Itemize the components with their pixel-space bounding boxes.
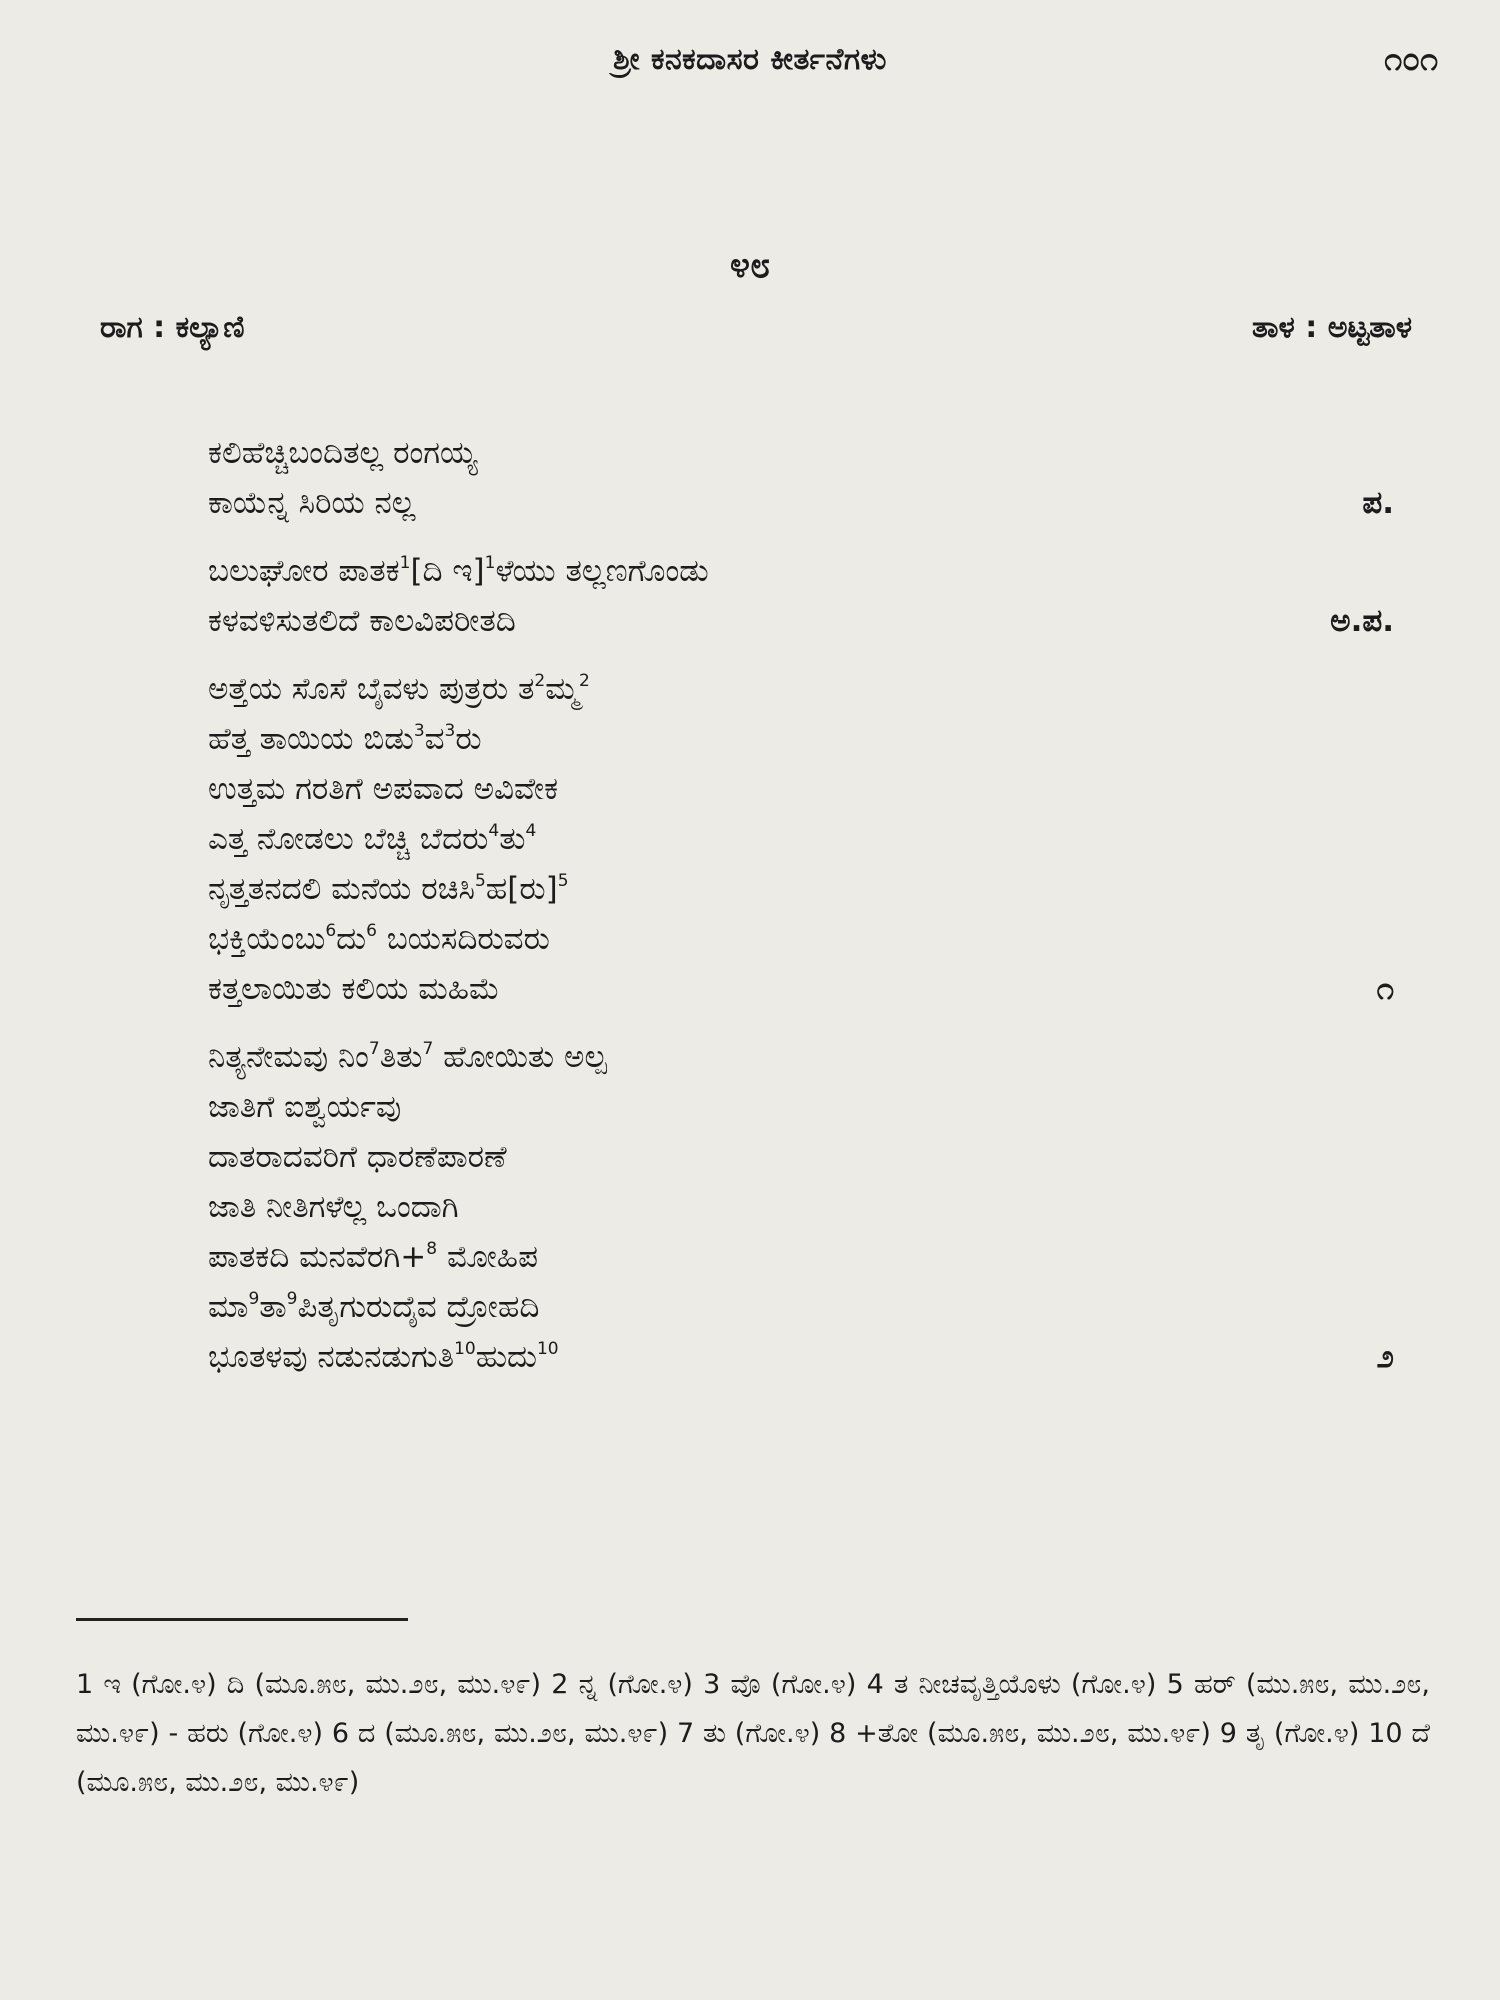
- song-number: ೪೮: [729, 245, 771, 286]
- verse-line: ಕತ್ತಲಾಯಿತು ಕಲಿಯ ಮಹಿಮೆ ೧: [208, 964, 1438, 1014]
- footnote-divider: [76, 1618, 408, 1621]
- stanza-marker: ೧: [1376, 971, 1394, 1007]
- running-title: ಶ್ರೀ ಕನಕದಾಸರ ಕೀರ್ತನೆಗಳು: [613, 42, 887, 77]
- stanza-marker: ಅ.ಪ.: [1330, 603, 1394, 639]
- stanza: [208, 664, 1438, 1014]
- verse-line: ಉತ್ತಮ ಗರತಿಗೆ ಅಪವಾದ ಅವಿವೇಕ: [208, 771, 559, 807]
- stanza: [208, 1032, 1438, 1382]
- verse-line: ಬಲುಘೋರ ಪಾತಕ$^1$[ದಿ ಇ]$^1$ಳೆಯು ತಲ್ಲಣಗೊಂಡು: [208, 553, 709, 589]
- verse-line: ಎತ್ತ ನೋಡಲು ಬೆಚ್ಚಿ ಬೆದರು$^4$ತು$^4$: [208, 821, 537, 857]
- verse-block: [208, 428, 1438, 1400]
- verse-line: ಮಾ$^9$ತಾ$^9$ಪಿತೃಗುರುದೈವ ದ್ರೋಹದಿ: [208, 1289, 540, 1325]
- verse-line: ಕಲಿಹೆಚ್ಚಿಬಂದಿತಲ್ಲ ರಂಗಯ್ಯ: [208, 435, 478, 471]
- stanza-marker: ೨: [1376, 1339, 1394, 1375]
- verse-line: ಹೆತ್ತ ತಾಯಿಯ ಬಿಡು$^3$ವ$^3$ರು: [208, 721, 482, 757]
- verse-line: ನೃತ್ತತನದಲಿ ಮನೆಯ ರಚಿಸಿ$^5$ಹ[ರು]$^5$: [208, 871, 569, 907]
- verse-line: ಕಾಯೆನ್ನ ಸಿರಿಯ ನಲ್ಲ ಪ.: [208, 478, 1438, 528]
- verse-line: ಜಾತಿ ನೀತಿಗಳೆಲ್ಲ ಒಂದಾಗಿ: [208, 1189, 459, 1225]
- stanza: [208, 546, 1438, 646]
- verse-line: ನಿತ್ಯನೇಮವು ನಿಂ$^7$ತಿತು$^7$ ಹೋಯಿತು ಅಲ್ಪ: [208, 1039, 607, 1075]
- tala-label: ತಾಳ : ಅಟ್ಟತಾಳ: [1252, 310, 1412, 345]
- stanza-marker: ಪ.: [1362, 485, 1394, 521]
- verse-line: ಭೂತಳವು ನಡುನಡುಗುತಿ$^{10}$ಹುದು$^{10}$ ೨: [208, 1332, 1438, 1382]
- verse-line: ಪಾತಕದಿ ಮನವೆರಗಿ+$^8$ ಮೋಹಿಪ: [208, 1239, 538, 1275]
- page-number: ೧೦೧: [1384, 40, 1438, 78]
- raga-label: ರಾಗ : ಕಲ್ಯಾಣಿ: [100, 310, 245, 345]
- footnotes: 1 ಇ (ಗೋ.೪) ದಿ (ಮೂ.೫೮, ಮು.೨೮, ಮು.೪೯) 2 ನ್ನ (ಗೋ.೪) 3 ವೊ (ಗೋ.೪) 4 ತ ನೀಚವೃತ್ತಿಯೊಳು (ಗೋ.೪) 5 ಹರ್ (ಮು.೫೮, ಮು.೨೮, ಮು.೪೯) - ಹರು (ಗೋ.೪) 6 ದ (ಮೂ.೫೮, ಮು.೨೮, ಮು.೪೯) 7 ತು (ಗೋ.೪) 8 +ತೋ (ಮೂ.೫೮, ಮು.೨೮, ಮು.೪೯) 9 ತೃ (ಗೋ.೪) 10 ದೆ (ಮೂ.೫೮, ಮು.೨೮, ಮು.೪೯): [76, 1669, 1430, 1798]
- stanza: [208, 428, 1438, 528]
- verse-line: ಭಕ್ತಿಯೆಂಬು$^6$ದು$^6$ ಬಯಸದಿರುವರು: [208, 921, 550, 957]
- verse-line: ಅತ್ತೆಯ ಸೊಸೆ ಬೈವಳು ಪುತ್ರರು ತ$^2$ಮ್ಮ$^2$: [208, 671, 590, 707]
- verse-line: ಕಳವಳಿಸುತಲಿದೆ ಕಾಲವಿಪರೀತದಿ ಅ.ಪ.: [208, 596, 1438, 646]
- verse-line: ದಾತರಾದವರಿಗೆ ಧಾರಣೆಪಾರಣೆ: [208, 1139, 507, 1175]
- verse-line: ಜಾತಿಗೆ ಐಶ್ವರ್ಯವು: [208, 1089, 402, 1125]
